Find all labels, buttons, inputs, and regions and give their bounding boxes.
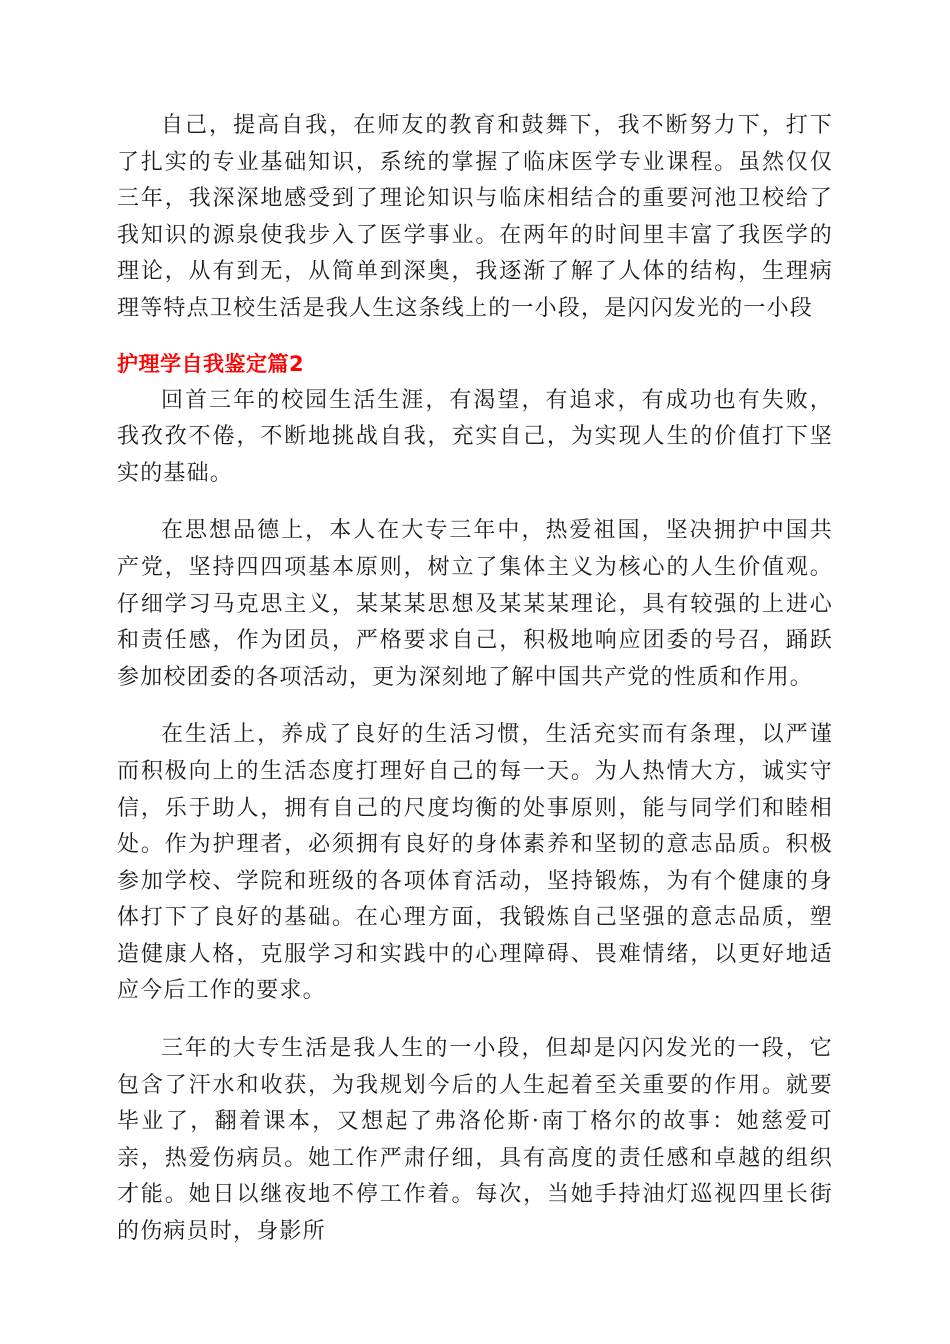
body-paragraph-4: 三年的大专生活是我人生的一小段，但却是闪闪发光的一段，它包含了汗水和收获，为我规划今后的人生起着至关重要的作用。就要毕业了，翻着课本，又想起了弗洛伦斯·南丁格尔的故事：她慈爱可亲，热爱伤病员。她工作严肃仔细，具有高度的责任感和卓越的组织才能。她日以继夜地不停工作着。每次，当她手持油灯巡视四里长街的伤病员时，身影所: [117, 1036, 833, 1245]
body-paragraph-1: 回首三年的校园生活生涯，有渴望，有追求，有成功也有失败，我孜孜不倦，不断地挑战自我，充实自己，为实现人生的价值打下坚实的基础。: [117, 387, 833, 486]
intro-paragraph: 自己，提高自我，在师友的教育和鼓舞下，我不断努力下，打下了扎实的专业基础知识，系统的掌握了临床医学专业课程。虽然仅仅三年，我深深地感受到了理论知识与临床相结合的重要河池卫校给了我知识的源泉使我步入了医学事业。在两年的时间里丰富了我医学的理论，从有到无，从简单到深奥，我逐渐了解了人体的结构，生理病理等特点卫校生活是我人生这条线上的一小段，是闪闪发光的一小段: [117, 113, 833, 321]
document-body: [117, 108, 833, 1251]
body-paragraph-2: 在思想品德上，本人在大专三年中，热爱祖国，坚决拥护中国共产党，坚持四四项基本原则，树立了集体主义为核心的人生价值观。仔细学习马克思主义，某某某思想及某某某理论，具有较强的上进心和责任感，作为团员，严格要求自己，积极地响应团委的号召，踊跃参加校团委的各项活动，更为深刻地了解中国共产党的性质和作用。: [117, 518, 833, 690]
section-heading: 护理学自我鉴定篇2: [117, 351, 305, 376]
body-paragraph-3: 在生活上，养成了良好的生活习惯，生活充实而有条理，以严谨而积极向上的生活态度打理好自己的每一天。为人热情大方，诚实守信，乐于助人，拥有自己的尺度均衡的处事原则，能与同学们和睦相处。作为护理者，必须拥有良好的身体素养和坚韧的意志品质。积极参加学校、学院和班级的各项体育活动，坚持锻炼，为有个健康的身体打下了良好的基础。在心理方面，我锻炼自己坚强的意志品质，塑造健康人格，克服学习和实践中的心理障碍、畏难情绪，以更好地适应今后工作的要求。: [117, 722, 833, 1004]
